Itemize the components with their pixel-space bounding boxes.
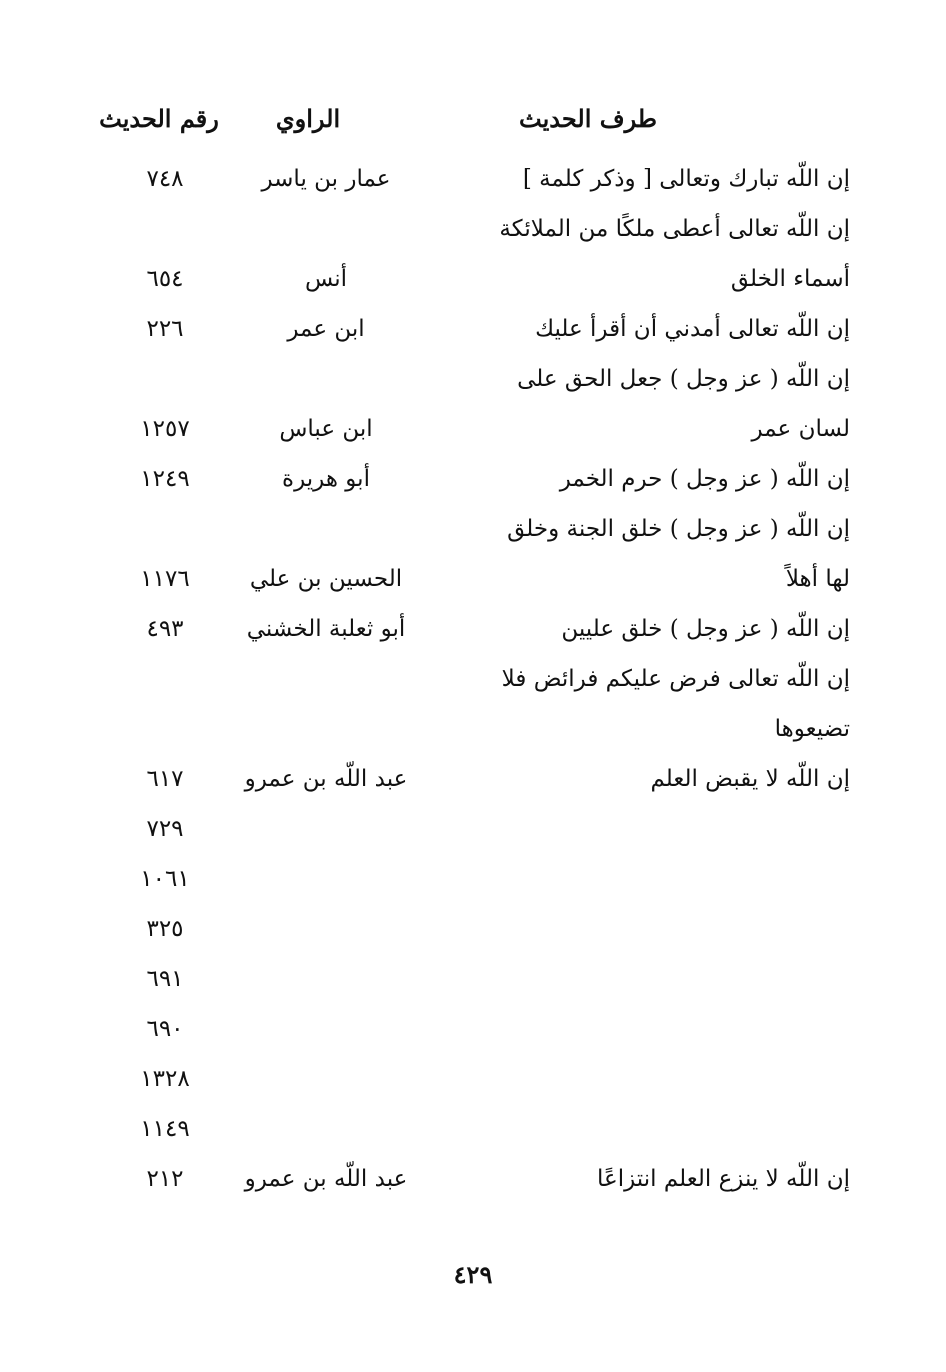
hadith-number: ٢٢٦	[146, 316, 184, 342]
header-hadith-excerpt: طرف الحديث	[519, 104, 657, 133]
header-hadith-number: رقم الحديث	[99, 104, 219, 133]
narrator: ابن عباس	[279, 416, 373, 442]
hadith-excerpt: تضيعوها	[774, 716, 850, 742]
table-row	[0, 208, 946, 258]
hadith-excerpt: إن اللّه ( عز وجل ) خلق عليين	[561, 616, 850, 642]
table-row	[0, 158, 946, 208]
hadith-number: ٣٢٥	[146, 916, 184, 942]
table-row	[0, 558, 946, 608]
narrator: أبو هريرة	[282, 466, 370, 492]
table-row	[0, 758, 946, 808]
hadith-excerpt: إن اللّه تعالى فرض عليكم فرائض فلا	[501, 666, 850, 692]
hadith-number: ٧٢٩	[146, 816, 184, 842]
table-row	[0, 908, 946, 958]
table-row	[0, 358, 946, 408]
hadith-number: ٦٩١	[146, 966, 184, 992]
table-row	[0, 458, 946, 508]
table-row	[0, 808, 946, 858]
hadith-excerpt: إن اللّه ( عز وجل ) جعل الحق على	[517, 366, 850, 392]
table-row	[0, 1058, 946, 1108]
table-row	[0, 858, 946, 908]
hadith-number: ١١٤٩	[140, 1116, 190, 1142]
hadith-number: ٧٤٨	[146, 166, 184, 192]
table-row	[0, 708, 946, 758]
table-row	[0, 1108, 946, 1158]
table-row	[0, 658, 946, 708]
narrator: أنس	[304, 266, 348, 292]
table-row	[0, 608, 946, 658]
hadith-number: ١٠٦١	[140, 866, 190, 892]
narrator: عمار بن ياسر	[261, 166, 391, 192]
hadith-number: ١٢٥٧	[140, 416, 190, 442]
hadith-excerpt: إن اللّه تبارك وتعالى [ وذكر كلمة ]	[522, 166, 850, 192]
table-row	[0, 958, 946, 1008]
table-row	[0, 1008, 946, 1058]
hadith-number: ٤٩٣	[146, 616, 184, 642]
hadith-number: ١١٧٦	[140, 566, 190, 592]
page-number: ٤٢٩	[453, 1260, 493, 1289]
hadith-excerpt: لسان عمر	[751, 416, 850, 442]
narrator: الحسين بن علي	[249, 566, 403, 592]
hadith-excerpt: لها أهلاً	[785, 566, 850, 592]
hadith-number: ٢١٢	[146, 1166, 184, 1192]
hadith-number: ٦١٧	[146, 766, 184, 792]
hadith-number: ٦٩٠	[146, 1016, 184, 1042]
hadith-excerpt: إن اللّه ( عز وجل ) حرم الخمر	[559, 466, 850, 492]
hadith-number: ٦٥٤	[146, 266, 184, 292]
hadith-excerpt: إن اللّه تعالى أعطى ملكًا من الملائكة	[499, 216, 850, 242]
narrator: عبد اللّه بن عمرو	[244, 1166, 408, 1192]
table-header	[0, 104, 946, 144]
hadith-excerpt: إن اللّه تعالى أمدني أن أقرأ عليك	[535, 316, 850, 342]
narrator: عبد اللّه بن عمرو	[244, 766, 408, 792]
hadith-excerpt: إن اللّه لا يقبض العلم	[650, 766, 850, 792]
table-row	[0, 308, 946, 358]
table-row	[0, 508, 946, 558]
narrator: ابن عمر	[287, 316, 365, 342]
header-narrator: الراوي	[275, 104, 341, 133]
hadith-excerpt: إن اللّه لا ينزع العلم انتزاعًا	[596, 1166, 850, 1192]
table-row	[0, 408, 946, 458]
hadith-number: ١٣٢٨	[140, 1066, 190, 1092]
table-row	[0, 258, 946, 308]
narrator: أبو ثعلبة الخشني	[246, 616, 406, 642]
hadith-number: ١٢٤٩	[140, 466, 190, 492]
hadith-excerpt: أسماء الخلق	[730, 266, 850, 292]
hadith-excerpt: إن اللّه ( عز وجل ) خلق الجنة وخلق	[507, 516, 850, 542]
table-row	[0, 1158, 946, 1208]
